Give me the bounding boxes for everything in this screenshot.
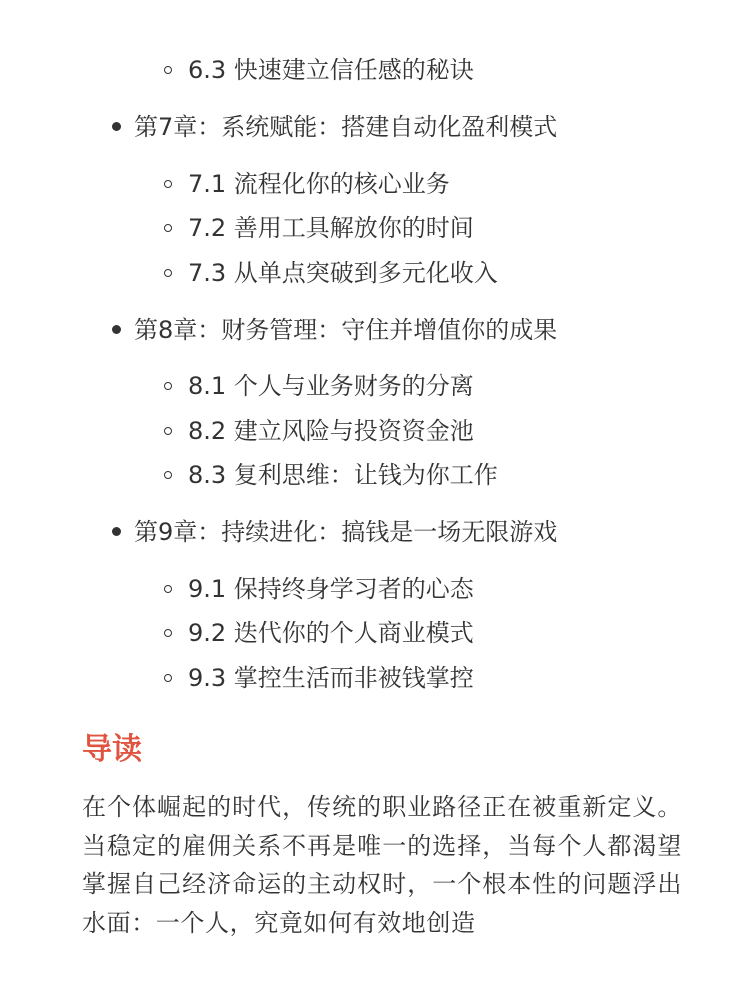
outline-chapter-label: 第9章：持续进化：搞钱是一场无限游戏 [134, 518, 558, 546]
outline-item-label: 8.1 个人与业务财务的分离 [188, 372, 474, 400]
outline-item-label: 7.1 流程化你的核心业务 [188, 170, 450, 198]
circle-bullet-icon [164, 629, 172, 637]
outline-item-label: 9.2 迭代你的个人商业模式 [188, 619, 474, 647]
outline-item-label: 6.3 快速建立信任感的秘诀 [188, 56, 474, 84]
outline-item-label: 9.3 掌控生活而非被钱掌控 [188, 664, 474, 692]
circle-bullet-icon [164, 471, 172, 479]
disc-bullet-icon [112, 325, 121, 334]
outline-item-label: 7.3 从单点突破到多元化收入 [188, 259, 498, 287]
circle-bullet-icon [164, 66, 172, 74]
outline-item-label: 9.1 保持终身学习者的心态 [188, 575, 474, 603]
circle-bullet-icon [164, 427, 172, 435]
outline-chapter-label: 第7章：系统赋能：搭建自动化盈利模式 [134, 113, 558, 141]
circle-bullet-icon [164, 269, 172, 277]
outline-chapter-label: 第8章：财务管理：守住并增值你的成果 [134, 316, 558, 344]
disc-bullet-icon [112, 122, 121, 131]
circle-bullet-icon [164, 382, 172, 390]
outline-item-label: 8.2 建立风险与投资资金池 [188, 417, 474, 445]
outline-item-label: 8.3 复利思维：让钱为你工作 [188, 461, 498, 489]
circle-bullet-icon [164, 674, 172, 682]
disc-bullet-icon [112, 527, 121, 536]
circle-bullet-icon [164, 224, 172, 232]
intro-paragraph: 在个体崛起的时代，传统的职业路径正在被重新定义。当稳定的雇佣关系不再是唯一的选择，当每个人都渴望掌握自己经济命运的主动权时，一个根本性的问题浮出水面：一个人，究竟如何有效地创造 [82, 793, 682, 937]
intro-heading: 导读 [82, 732, 142, 767]
circle-bullet-icon [164, 180, 172, 188]
circle-bullet-icon [164, 585, 172, 593]
outline-item-label: 7.2 善用工具解放你的时间 [188, 214, 474, 242]
